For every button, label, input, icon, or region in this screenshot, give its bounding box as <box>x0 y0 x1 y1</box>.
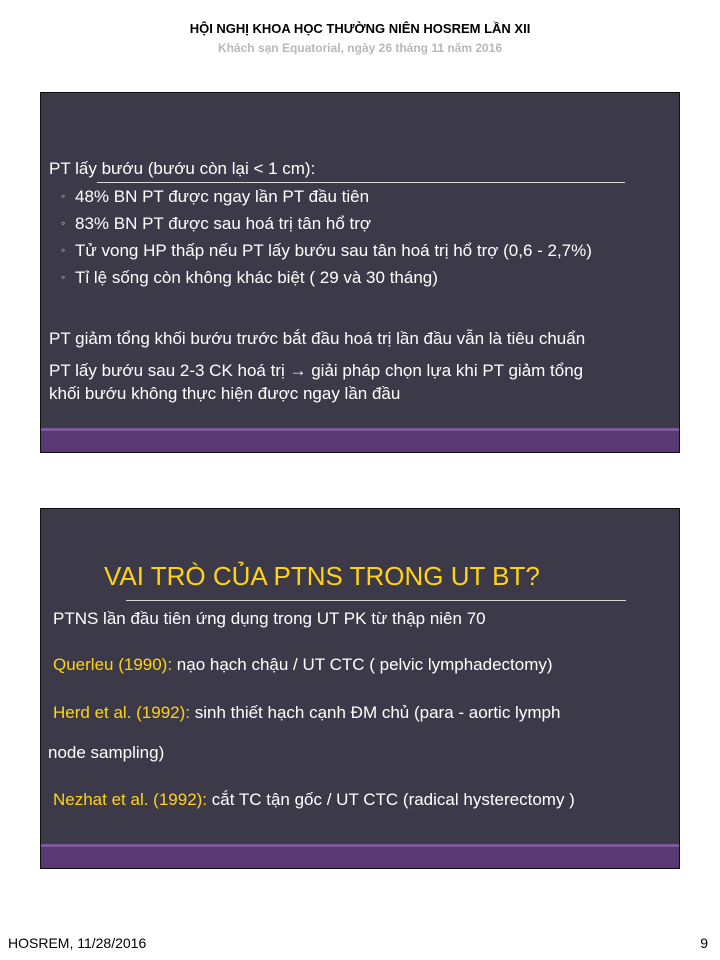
paragraph-text: PT lấy bướu sau 2-3 CK hoá trị <box>49 361 290 380</box>
header-subtitle: Khách sạn Equatorial, ngày 26 tháng 11 năm 2016 <box>217 41 503 55</box>
slide-2 <box>40 508 680 869</box>
page-number: 9 <box>700 935 708 951</box>
bullet-text: Tử vong HP thấp nếu PT lấy bướu sau tân hoá trị hổ trợ (0,6 - 2,7%) <box>75 241 592 260</box>
header-title: HỘI NGHỊ KHOA HỌC THƯỜNG NIÊN HOSREM LẦN XII <box>189 21 531 36</box>
bullet-icon: ◦ <box>61 216 66 230</box>
bullet-text: 48% BN PT được ngay lần PT đầu tiên <box>75 187 370 206</box>
item-text: nạo hạch chậu / UT CTC ( pelvic lymphadectomy) <box>172 655 553 674</box>
slide2-item-3 <box>53 790 575 810</box>
slide-1 <box>40 92 680 453</box>
item-text: cắt TC tận gốc / UT CTC (radical hysterectomy ) <box>207 790 575 809</box>
author-citation: Querleu (1990): <box>53 655 173 674</box>
author-citation: Herd et al. (1992): <box>53 703 191 722</box>
slide-footer-band <box>41 844 679 868</box>
footer-label: HOSREM, 11/28/2016 <box>8 935 147 951</box>
slide2-title: VAI TRÒ CỦA PTNS TRONG UT BT? <box>104 561 540 591</box>
bullet-icon: ◦ <box>61 243 66 257</box>
slide2-divider <box>126 600 626 601</box>
slide2-item-2-continued: node sampling) <box>48 743 165 762</box>
slide1-paragraph-2-line-2: khối bướu không thực hiện được ngay lần đầu <box>49 384 401 403</box>
list-item <box>61 187 369 207</box>
slide1-paragraph-2-line-1 <box>49 361 583 381</box>
bullet-text: Tỉ lệ sống còn không khác biệt ( 29 và 30 tháng) <box>75 268 438 287</box>
slide1-paragraph-1: PT giảm tổng khối bướu trước bắt đầu hoá trị lần đầu vẫn là tiêu chuẩn <box>49 329 586 348</box>
list-item <box>61 214 371 234</box>
author-citation: Nezhat et al. (1992): <box>53 790 208 809</box>
item-text: sinh thiết hạch cạnh ĐM chủ (para - aortic lymph <box>190 703 561 722</box>
list-item <box>61 268 438 288</box>
slide2-item-2 <box>53 703 560 723</box>
slide2-item-1 <box>53 655 553 675</box>
slide1-divider <box>97 182 625 183</box>
bullet-icon: ◦ <box>61 270 66 284</box>
bullet-text: 83% BN PT được sau hoá trị tân hổ trợ <box>75 214 372 233</box>
slide1-heading: PT lấy bướu (bướu còn lại < 1 cm): <box>49 159 316 178</box>
bullet-icon: ◦ <box>61 189 66 203</box>
arrow-right-icon: → <box>289 361 307 380</box>
list-item <box>61 241 592 261</box>
paragraph-text: giải pháp chọn lựa khi PT giảm tổng <box>306 361 584 380</box>
slide-footer-band <box>41 428 679 452</box>
slide2-line-1: PTNS lần đầu tiên ứng dụng trong UT PK từ thập niên 70 <box>53 609 486 628</box>
